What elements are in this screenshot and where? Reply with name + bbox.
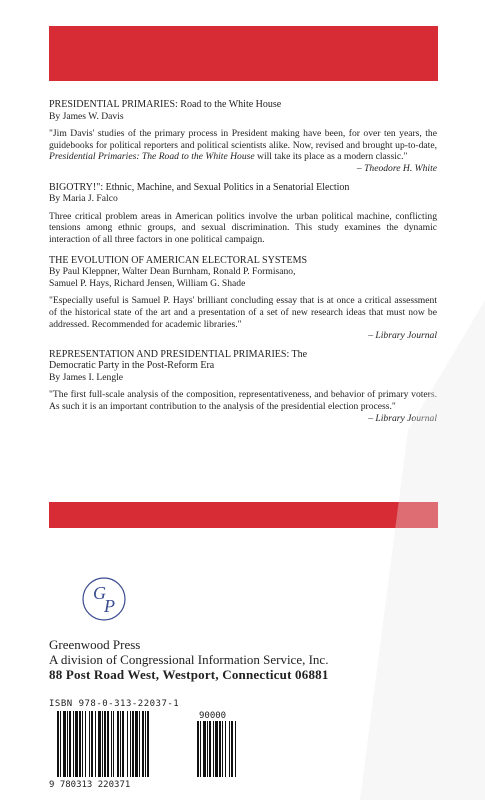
barcode-addon-bar — [231, 721, 233, 777]
top-red-band — [49, 26, 438, 81]
barcode-bar — [145, 711, 146, 777]
barcode-bar — [79, 711, 81, 777]
book-list — [49, 99, 437, 431]
book-title-main: REPRESENTATION AND PRESIDENTIAL PRIMARIES — [49, 348, 287, 360]
book-title-rest: ": Ethnic, Machine, and Sexual Politics in a Senatorial Election — [96, 181, 350, 193]
book-title — [49, 182, 437, 194]
barcode-bar — [142, 711, 144, 777]
barcode-addon-text: 90000 — [199, 711, 227, 721]
book-entry-bigotry — [49, 182, 437, 253]
publisher-name: Greenwood Press — [49, 637, 141, 652]
blurb-part: "Jim Davis' studies of the primary process in President making have been, for over ten years, the guidebooks for political reporters and political scientists alike. Now, revised and brought up-to-date, — [49, 128, 437, 151]
book-author: By James I. Lengle — [49, 371, 124, 383]
barcode-block — [49, 699, 269, 789]
barcode-bar — [69, 711, 71, 777]
barcode-bar — [57, 711, 59, 777]
publisher-info — [49, 637, 329, 682]
publisher-address: 88 Post Road West, Westport, Connecticut 06881 — [49, 667, 329, 682]
barcode-addon-bar — [235, 721, 236, 777]
logo-letter-p: P — [104, 596, 115, 616]
barcode-addon-bar — [197, 721, 199, 777]
barcode-addon-bar — [219, 721, 221, 777]
barcode-addon-bar — [203, 721, 206, 777]
barcode-bar — [60, 711, 61, 777]
book-author: By James W. Davis — [49, 110, 124, 122]
gp-logo-icon — [80, 575, 128, 623]
barcode-bar — [127, 711, 128, 777]
book-author: Samuel P. Hays, Richard Jensen, William G. Shade — [49, 277, 246, 289]
barcode-addon-bar — [209, 721, 211, 777]
blurb-attribution: – Theodore H. White — [356, 162, 437, 174]
barcode-addon-bar — [225, 721, 226, 777]
book-title — [49, 99, 437, 111]
book-subtitle: Democratic Party in the Post-Reform Era — [49, 360, 215, 372]
barcode-bar — [135, 711, 138, 777]
barcode-addon-bar — [207, 721, 208, 777]
book-title-rest: : The — [286, 348, 308, 360]
barcode-bar — [130, 711, 131, 777]
barcode-bar — [89, 711, 90, 777]
barcode-bar — [107, 711, 109, 777]
barcode-addon-bar — [222, 721, 223, 777]
barcode-bar — [82, 711, 83, 777]
book-title: THE EVOLUTION OF AMERICAN ELECTORAL SYSTEMS — [49, 254, 308, 266]
blurb-italic-title: Presidential Primaries: The Road to the White House — [49, 151, 255, 163]
barcode-bar — [95, 711, 96, 777]
barcode-bar — [67, 711, 68, 777]
barcode-addon-bar — [213, 721, 214, 777]
barcode-bar — [113, 711, 114, 777]
barcode-digits: 9 780313 220371 — [49, 780, 131, 789]
barcode-bar — [73, 711, 74, 777]
barcode-bar — [132, 711, 134, 777]
blurb-part: will take its place as a modern classic." — [254, 151, 408, 163]
barcode-bar — [117, 711, 119, 777]
logo-letter-g: G — [93, 583, 106, 603]
bottom-red-band — [49, 502, 438, 528]
barcode-bar — [75, 711, 78, 777]
barcode-addon-bar — [200, 721, 201, 777]
barcode-bar — [63, 711, 66, 777]
book-blurb: "The first full-scale analysis of the composition, representativeness, and behavior of primary voters. As such it is an important contribution to the analysis of the presidential election process." — [49, 389, 437, 413]
barcode-bar — [147, 711, 149, 777]
blurb-attribution: – Library Journal — [368, 330, 437, 342]
barcode-bar — [98, 711, 101, 777]
book-author: By Paul Kleppner, Walter Dean Burnham, Ronald P. Formisano, — [49, 266, 296, 278]
barcode-bar — [120, 711, 121, 777]
book-entry-representation — [49, 349, 437, 425]
barcode-icon — [49, 709, 269, 789]
barcode-bar — [91, 711, 93, 777]
book-author: By Maria J. Falco — [49, 193, 118, 205]
book-entry-presidential-primaries — [49, 99, 437, 175]
barcode-bar — [85, 711, 86, 777]
book-title-main: PRESIDENTIAL PRIMARIES — [49, 99, 176, 110]
isbn-text: ISBN 978-0-313-22037-1 — [49, 699, 180, 709]
barcode-bar — [111, 711, 112, 777]
book-blurb: Three critical problem areas in American politics involve the urban political machine, conflicting tensions among ethnic groups, and sexual discrimination. This study examines the dynamic interaction of all three factors in one political campaign. — [49, 210, 437, 245]
book-entry-electoral-systems — [49, 255, 437, 342]
barcode-addon-bar — [215, 721, 218, 777]
publisher-division: A division of Congressional Information Service, Inc. — [49, 652, 329, 667]
book-title — [49, 349, 437, 361]
book-blurb — [49, 128, 437, 163]
book-title-rest: : Road to the White House — [175, 99, 282, 110]
barcode-bar — [139, 711, 140, 777]
barcode-bar — [104, 711, 106, 777]
barcode-addon-bar — [229, 721, 230, 777]
barcode-bar — [102, 711, 103, 777]
gp-logo — [80, 575, 128, 623]
barcode-bar — [122, 711, 124, 777]
book-blurb: "Especially useful is Samuel P. Hays' brilliant concluding essay that is at once a critical assessment of the historical state of the art and a presentation of a set of new research ideas that must now be addressed. Recommended for academic libraries." — [49, 295, 437, 330]
blurb-attribution: – Library Journal — [368, 412, 437, 424]
book-title-main: BIGOTRY! — [49, 181, 97, 193]
